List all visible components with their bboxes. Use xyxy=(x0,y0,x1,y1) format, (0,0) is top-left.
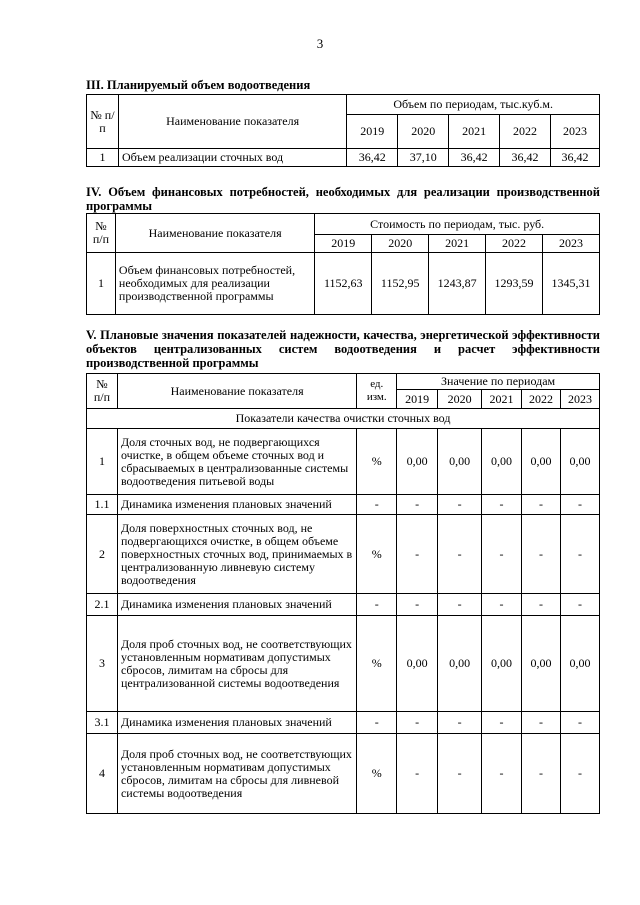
row-unit: - xyxy=(357,712,397,734)
row-value: 1152,95 xyxy=(372,253,429,315)
row-no: 3 xyxy=(87,616,118,712)
section4-table xyxy=(86,213,600,315)
header-group: Стоимость по периодам, тыс. руб. xyxy=(315,214,600,235)
row-unit: % xyxy=(357,616,397,712)
row-value: - xyxy=(397,594,438,616)
header-year: 2023 xyxy=(560,390,599,409)
row-unit: - xyxy=(357,594,397,616)
row-value: 0,00 xyxy=(482,616,522,712)
row-value: - xyxy=(560,515,599,594)
header-year: 2021 xyxy=(482,390,522,409)
row-name: Объем финансовых потребностей, необходимых для реализации производственной программы xyxy=(115,253,314,315)
row-no: 2 xyxy=(87,515,118,594)
header-year: 2019 xyxy=(347,115,398,149)
header-group: Объем по периодам, тыс.куб.м. xyxy=(347,95,600,115)
section3-title: III. Планируемый объем водоотведения xyxy=(86,78,311,92)
row-value: - xyxy=(560,594,599,616)
row-value: - xyxy=(482,495,522,515)
row-value: 0,00 xyxy=(482,429,522,495)
row-value: 36,42 xyxy=(500,149,551,167)
row-value: 36,42 xyxy=(551,149,600,167)
row-unit: % xyxy=(357,429,397,495)
header-year: 2023 xyxy=(551,115,600,149)
row-name: Динамика изменения плановых значений xyxy=(117,594,356,616)
row-value: 0,00 xyxy=(397,429,438,495)
header-no: № п/п xyxy=(87,214,116,253)
row-name: Доля проб сточных вод, не соответствующих установленным нормативам допустимых сбросов, лимитам на сбросы для ливневой системы водоотведения xyxy=(117,734,356,814)
row-value: 1293,59 xyxy=(486,253,543,315)
row-value: 0,00 xyxy=(560,429,599,495)
header-name: Наименование показателя xyxy=(117,374,356,409)
row-value: - xyxy=(438,712,482,734)
row-value: - xyxy=(397,515,438,594)
row-name: Доля сточных вод, не подвергающихся очистке, в общем объеме сточных вод и сбрасываемых в централизованные системы водоотведения питьевой воды xyxy=(117,429,356,495)
row-value: - xyxy=(560,495,599,515)
header-no: № п/п xyxy=(87,374,118,409)
header-year: 2020 xyxy=(372,235,429,253)
table-row xyxy=(87,253,600,315)
header-name: Наименование показателя xyxy=(118,95,346,149)
row-unit: % xyxy=(357,734,397,814)
row-value: - xyxy=(397,495,438,515)
table-row xyxy=(87,429,600,495)
header-name: Наименование показателя xyxy=(115,214,314,253)
row-value: - xyxy=(522,495,561,515)
header-no: № п/п xyxy=(87,95,119,149)
header-year: 2022 xyxy=(486,235,543,253)
row-value: - xyxy=(560,734,599,814)
row-value: - xyxy=(522,515,561,594)
header-group: Значение по периодам xyxy=(397,374,600,390)
row-value: - xyxy=(482,515,522,594)
row-name: Объем реализации сточных вод xyxy=(118,149,346,167)
row-value: - xyxy=(522,712,561,734)
row-no: 1 xyxy=(87,429,118,495)
row-value: 0,00 xyxy=(560,616,599,712)
table-row xyxy=(87,594,600,616)
row-no: 4 xyxy=(87,734,118,814)
header-year: 2022 xyxy=(522,390,561,409)
row-value: 36,42 xyxy=(449,149,500,167)
table-row xyxy=(87,616,600,712)
row-value: 0,00 xyxy=(522,616,561,712)
row-value: 0,00 xyxy=(438,429,482,495)
section4-title: IV. Объем финансовых потребностей, необходимых для реализации производственной программы xyxy=(86,185,600,213)
row-no: 1 xyxy=(87,149,119,167)
row-value: 1345,31 xyxy=(543,253,600,315)
row-no: 1 xyxy=(87,253,116,315)
row-unit: - xyxy=(357,495,397,515)
row-value: 36,42 xyxy=(347,149,398,167)
page-number: 3 xyxy=(316,36,324,51)
row-name: Динамика изменения плановых значений xyxy=(117,495,356,515)
header-year: 2021 xyxy=(449,115,500,149)
header-year: 2022 xyxy=(500,115,551,149)
row-name: Доля проб сточных вод, не соответствующих установленным нормативам допустимых сбросов, лимитам на сбросы для централизованной системы водоотведения xyxy=(117,616,356,712)
quality-subheader: Показатели качества очистки сточных вод xyxy=(87,409,600,429)
section5-table xyxy=(86,373,600,814)
row-value: 1243,87 xyxy=(429,253,486,315)
row-value: 37,10 xyxy=(398,149,449,167)
table-row xyxy=(87,515,600,594)
row-value: - xyxy=(482,594,522,616)
header-year: 2023 xyxy=(543,235,600,253)
row-value: 0,00 xyxy=(438,616,482,712)
row-value: - xyxy=(438,515,482,594)
table-row xyxy=(87,734,600,814)
row-value: - xyxy=(438,495,482,515)
table-row xyxy=(87,149,600,167)
header-year: 2019 xyxy=(397,390,438,409)
row-no: 3.1 xyxy=(87,712,118,734)
row-value: - xyxy=(482,712,522,734)
row-name: Доля поверхностных сточных вод, не подвергающихся очистке, в общем объеме поверхностных сточных вод, принимаемых в централизованную ливневую систему водоотведения xyxy=(117,515,356,594)
row-value: - xyxy=(438,594,482,616)
section5-title: V. Плановые значения показателей надежности, качества, энергетической эффективности объектов централизованных систем водоотведения и расчет эффективности производственной программы xyxy=(86,328,600,370)
row-value: 0,00 xyxy=(522,429,561,495)
row-value: 1152,63 xyxy=(315,253,372,315)
row-unit: % xyxy=(357,515,397,594)
table-row xyxy=(87,712,600,734)
row-value: - xyxy=(560,712,599,734)
header-year: 2021 xyxy=(429,235,486,253)
row-value: - xyxy=(438,734,482,814)
row-value: - xyxy=(522,734,561,814)
header-year: 2019 xyxy=(315,235,372,253)
section3-table xyxy=(86,94,600,167)
row-value: - xyxy=(397,734,438,814)
row-no: 2.1 xyxy=(87,594,118,616)
row-value: - xyxy=(482,734,522,814)
header-year: 2020 xyxy=(398,115,449,149)
row-value: 0,00 xyxy=(397,616,438,712)
header-unit: ед. изм. xyxy=(357,374,397,409)
row-value: - xyxy=(522,594,561,616)
row-name: Динамика изменения плановых значений xyxy=(117,712,356,734)
row-no: 1.1 xyxy=(87,495,118,515)
header-year: 2020 xyxy=(438,390,482,409)
row-value: - xyxy=(397,712,438,734)
table-row xyxy=(87,495,600,515)
